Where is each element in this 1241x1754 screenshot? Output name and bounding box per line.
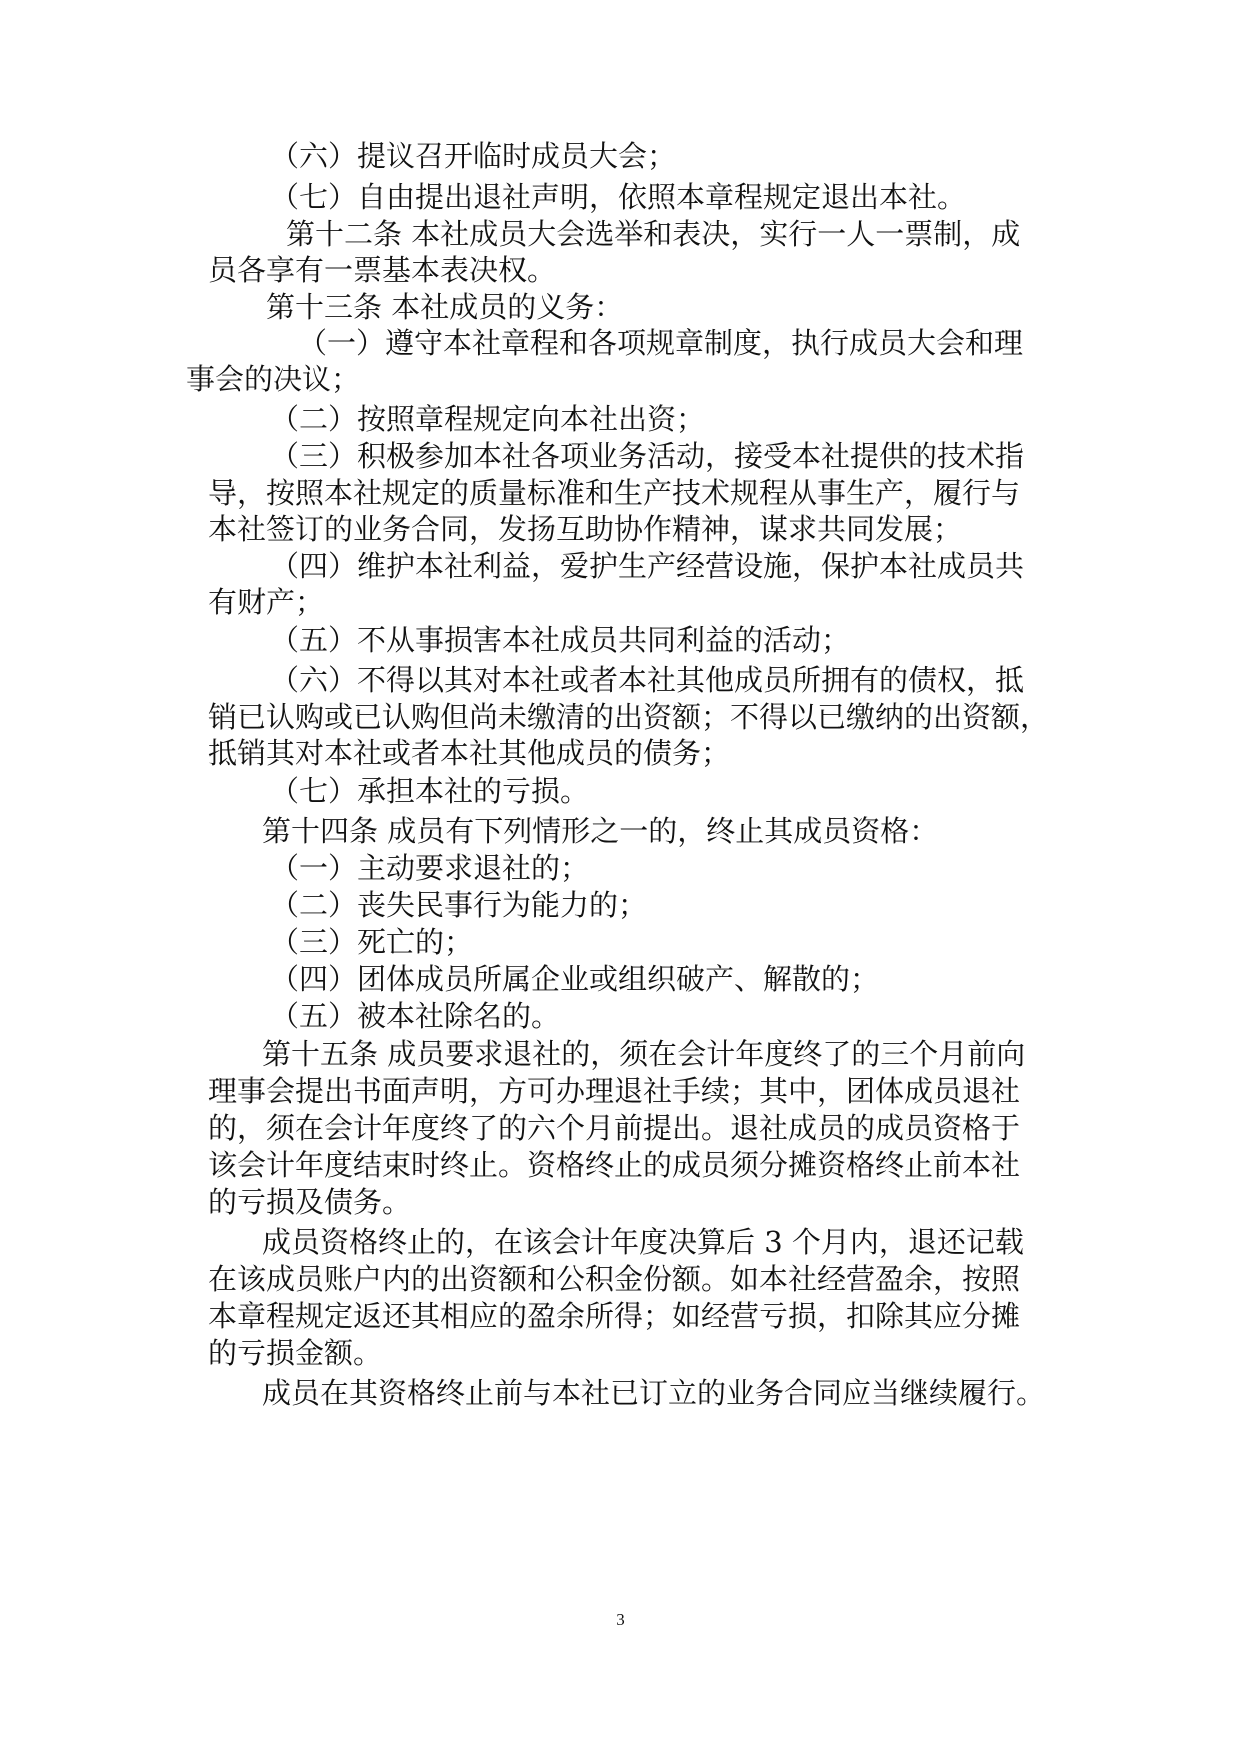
text-line: （二）丧失民事行为能力的； — [270, 888, 648, 922]
text-line: 该会计年度结束时终止。资格终止的成员须分摊资格终止前本社 — [208, 1148, 1021, 1182]
text-line: 成员在其资格终止前与本社已订立的业务合同应当继续履行。 — [262, 1376, 1046, 1410]
text-line: 理事会提出书面声明，方可办理退社手续；其中，团体成员退社 — [208, 1074, 1021, 1108]
text-line: 第十四条 成员有下列情形之一的，终止其成员资格： — [262, 814, 939, 848]
text-line: （三）积极参加本社各项业务活动，接受本社提供的技术指 — [270, 439, 1025, 473]
text-line: 第十二条 本社成员大会选举和表决，实行一人一票制，成 — [286, 217, 1021, 251]
text-line: （六）不得以其对本社或者本社其他成员所拥有的债权，抵 — [270, 663, 1025, 697]
text-line: （五）被本社除名的。 — [270, 999, 561, 1033]
text-line: 的，须在会计年度终了的六个月前提出。退社成员的成员资格于 — [208, 1111, 1021, 1145]
text-line: 事会的决议； — [186, 362, 361, 396]
text-line: （七）承担本社的亏损。 — [270, 774, 590, 808]
text-line: （四）维护本社利益，爱护生产经营设施，保护本社成员共 — [270, 549, 1025, 583]
text-line: 的亏损金额。 — [208, 1336, 383, 1370]
text-line: （一）主动要求退社的； — [270, 851, 590, 885]
text-line: 有财产； — [208, 585, 325, 619]
text-line: 第十三条 本社成员的义务： — [266, 290, 624, 324]
text-line: 在该成员账户内的出资额和公积金份额。如本社经营盈余，按照 — [208, 1262, 1021, 1296]
text-line: （七）自由提出退社声明，依照本章程规定退出本社。 — [270, 180, 967, 214]
text-line: 本社签订的业务合同，发扬互助协作精神，谋求共同发展； — [208, 512, 963, 546]
text-line: 成员资格终止的，在该会计年度决算后 3 个月内，退还记载 — [262, 1225, 1024, 1259]
text-line: （四）团体成员所属企业或组织破产、解散的； — [270, 962, 880, 996]
text-line: 抵销其对本社或者本社其他成员的债务； — [208, 736, 731, 770]
text-line: 导，按照本社规定的质量标准和生产技术规程从事生产，履行与 — [208, 476, 1021, 510]
text-line: （二）按照章程规定向本社出资； — [270, 402, 706, 436]
page-number: 3 — [616, 1610, 625, 1629]
text-line: （一）遵守本社章程和各项规章制度，执行成员大会和理 — [298, 326, 1024, 360]
text-line: 本章程规定返还其相应的盈余所得；如经营亏损，扣除其应分摊 — [208, 1299, 1021, 1333]
text-line: （五）不从事损害本社成员共同利益的活动； — [270, 623, 851, 657]
text-line: （六）提议召开临时成员大会； — [270, 139, 677, 173]
text-line: （三）死亡的； — [270, 925, 474, 959]
text-line: 员各享有一票基本表决权。 — [208, 253, 557, 287]
text-line: 的亏损及债务。 — [208, 1185, 412, 1219]
text-line: 第十五条 成员要求退社的，须在会计年度终了的三个月前向 — [262, 1037, 1026, 1071]
text-line: 销已认购或已认购但尚未缴清的出资额；不得以已缴纳的出资额， — [208, 700, 1050, 734]
